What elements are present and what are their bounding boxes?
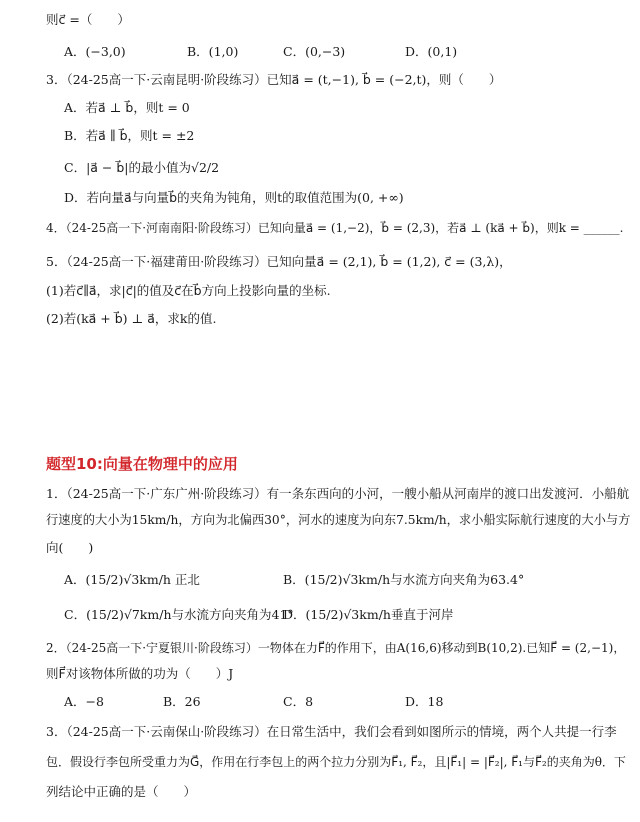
prev-option-b: B．(1,0) [187,44,239,59]
physics-question-2-option-b: B．26 [163,694,201,709]
physics-question-1-line-1: 1．（24-25高一下·广东广州·阶段练习）有一条东西向的小河，一艘小船从河南岸的渡口出发渡河．小船航 [46,486,630,501]
question-3-option-c: C．|a⃗ − b⃗|的最小值为√2/2 [64,160,220,175]
physics-question-3-line-1: 3．（24-25高一下·云南保山·阶段练习）在日常生活中，我们会看到如图所示的情境，两个人共提一行李 [46,724,617,739]
physics-question-3-line-3: 列结论中正确的是（ ） [46,784,197,799]
prev-option-a: A．(−3,0) [64,44,126,59]
question-3-option-b: B．若a⃗ ∥ b⃗，则t = ±2 [64,128,195,143]
physics-question-2-option-a: A．−8 [64,694,104,709]
physics-question-2-line-2: 则F⃗对该物体所做的功为（ ）J [46,666,234,681]
physics-question-2-option-d: D．18 [405,694,444,709]
prev-option-d: D．(0,1) [405,44,458,59]
physics-question-3-line-2: 包．假设行李包所受重力为G⃗，作用在行李包上的两个拉力分别为F⃗₁, F⃗₂，且|F⃗₁| = |F⃗₂|, F⃗₁与F⃗₂的夹角为θ．下 [46,755,626,769]
question-4-stem: 4．（24-25高一下·河南南阳·阶段练习）已知向量a⃗ = (1,−2)，b⃗ = (2,3)，若a⃗ ⊥ (ka⃗ + b⃗)，则k = ______. [46,221,624,235]
question-3-stem: 3．（24-25高一下·云南昆明·阶段练习）已知a⃗ = (t,−1), b⃗ = (−2,t)，则（ ） [46,72,502,87]
question-5-part-2: (2)若(ka⃗ + b⃗) ⊥ a⃗，求k的值. [46,311,217,326]
physics-question-1-line-3: 向( ) [46,540,94,555]
physics-question-1-option-c: C．(15/2)√7km/h与水流方向夹角为41° [64,607,294,622]
question-5-part-1: (1)若c⃗∥a⃗，求|c⃗|的值及c⃗在b⃗方向上投影向量的坐标. [46,283,331,298]
question-3-option-a: A．若a⃗ ⊥ b⃗，则t = 0 [64,100,190,115]
section-title: 题型10:向量在物理中的应用 [46,455,238,473]
prev-question-tail: 则c⃗ =（ ） [46,12,130,27]
physics-question-1-option-b: B．(15/2)√3km/h与水流方向夹角为63.4° [283,572,525,587]
prev-option-c: C．(0,−3) [283,44,346,59]
physics-question-1-option-a: A．(15/2)√3km/h 正北 [64,572,200,587]
physics-question-2-line-1: 2．（24-25高一下·宁夏银川·阶段练习）一物体在力F⃗的作用下，由A(16,6)移动到B(10,2).已知F⃗ = (2,−1)， [46,641,626,655]
physics-question-1-option-d: D．(15/2)√3km/h垂直于河岸 [283,607,454,622]
physics-question-2-option-c: C．8 [283,694,314,709]
question-5-stem: 5．（24-25高一下·福建莆田·阶段练习）已知向量a⃗ = (2,1), b⃗ = (1,2), c⃗ = (3,λ)， [46,254,512,269]
question-3-option-d: D．若向量a⃗与向量b⃗的夹角为钝角，则t的取值范围为(0, +∞) [64,190,404,205]
physics-question-1-line-2: 行速度的大小为15km/h，方向为北偏西30°，河水的速度为向东7.5km/h，求小船实际航行速度的大小与方 [46,513,631,527]
